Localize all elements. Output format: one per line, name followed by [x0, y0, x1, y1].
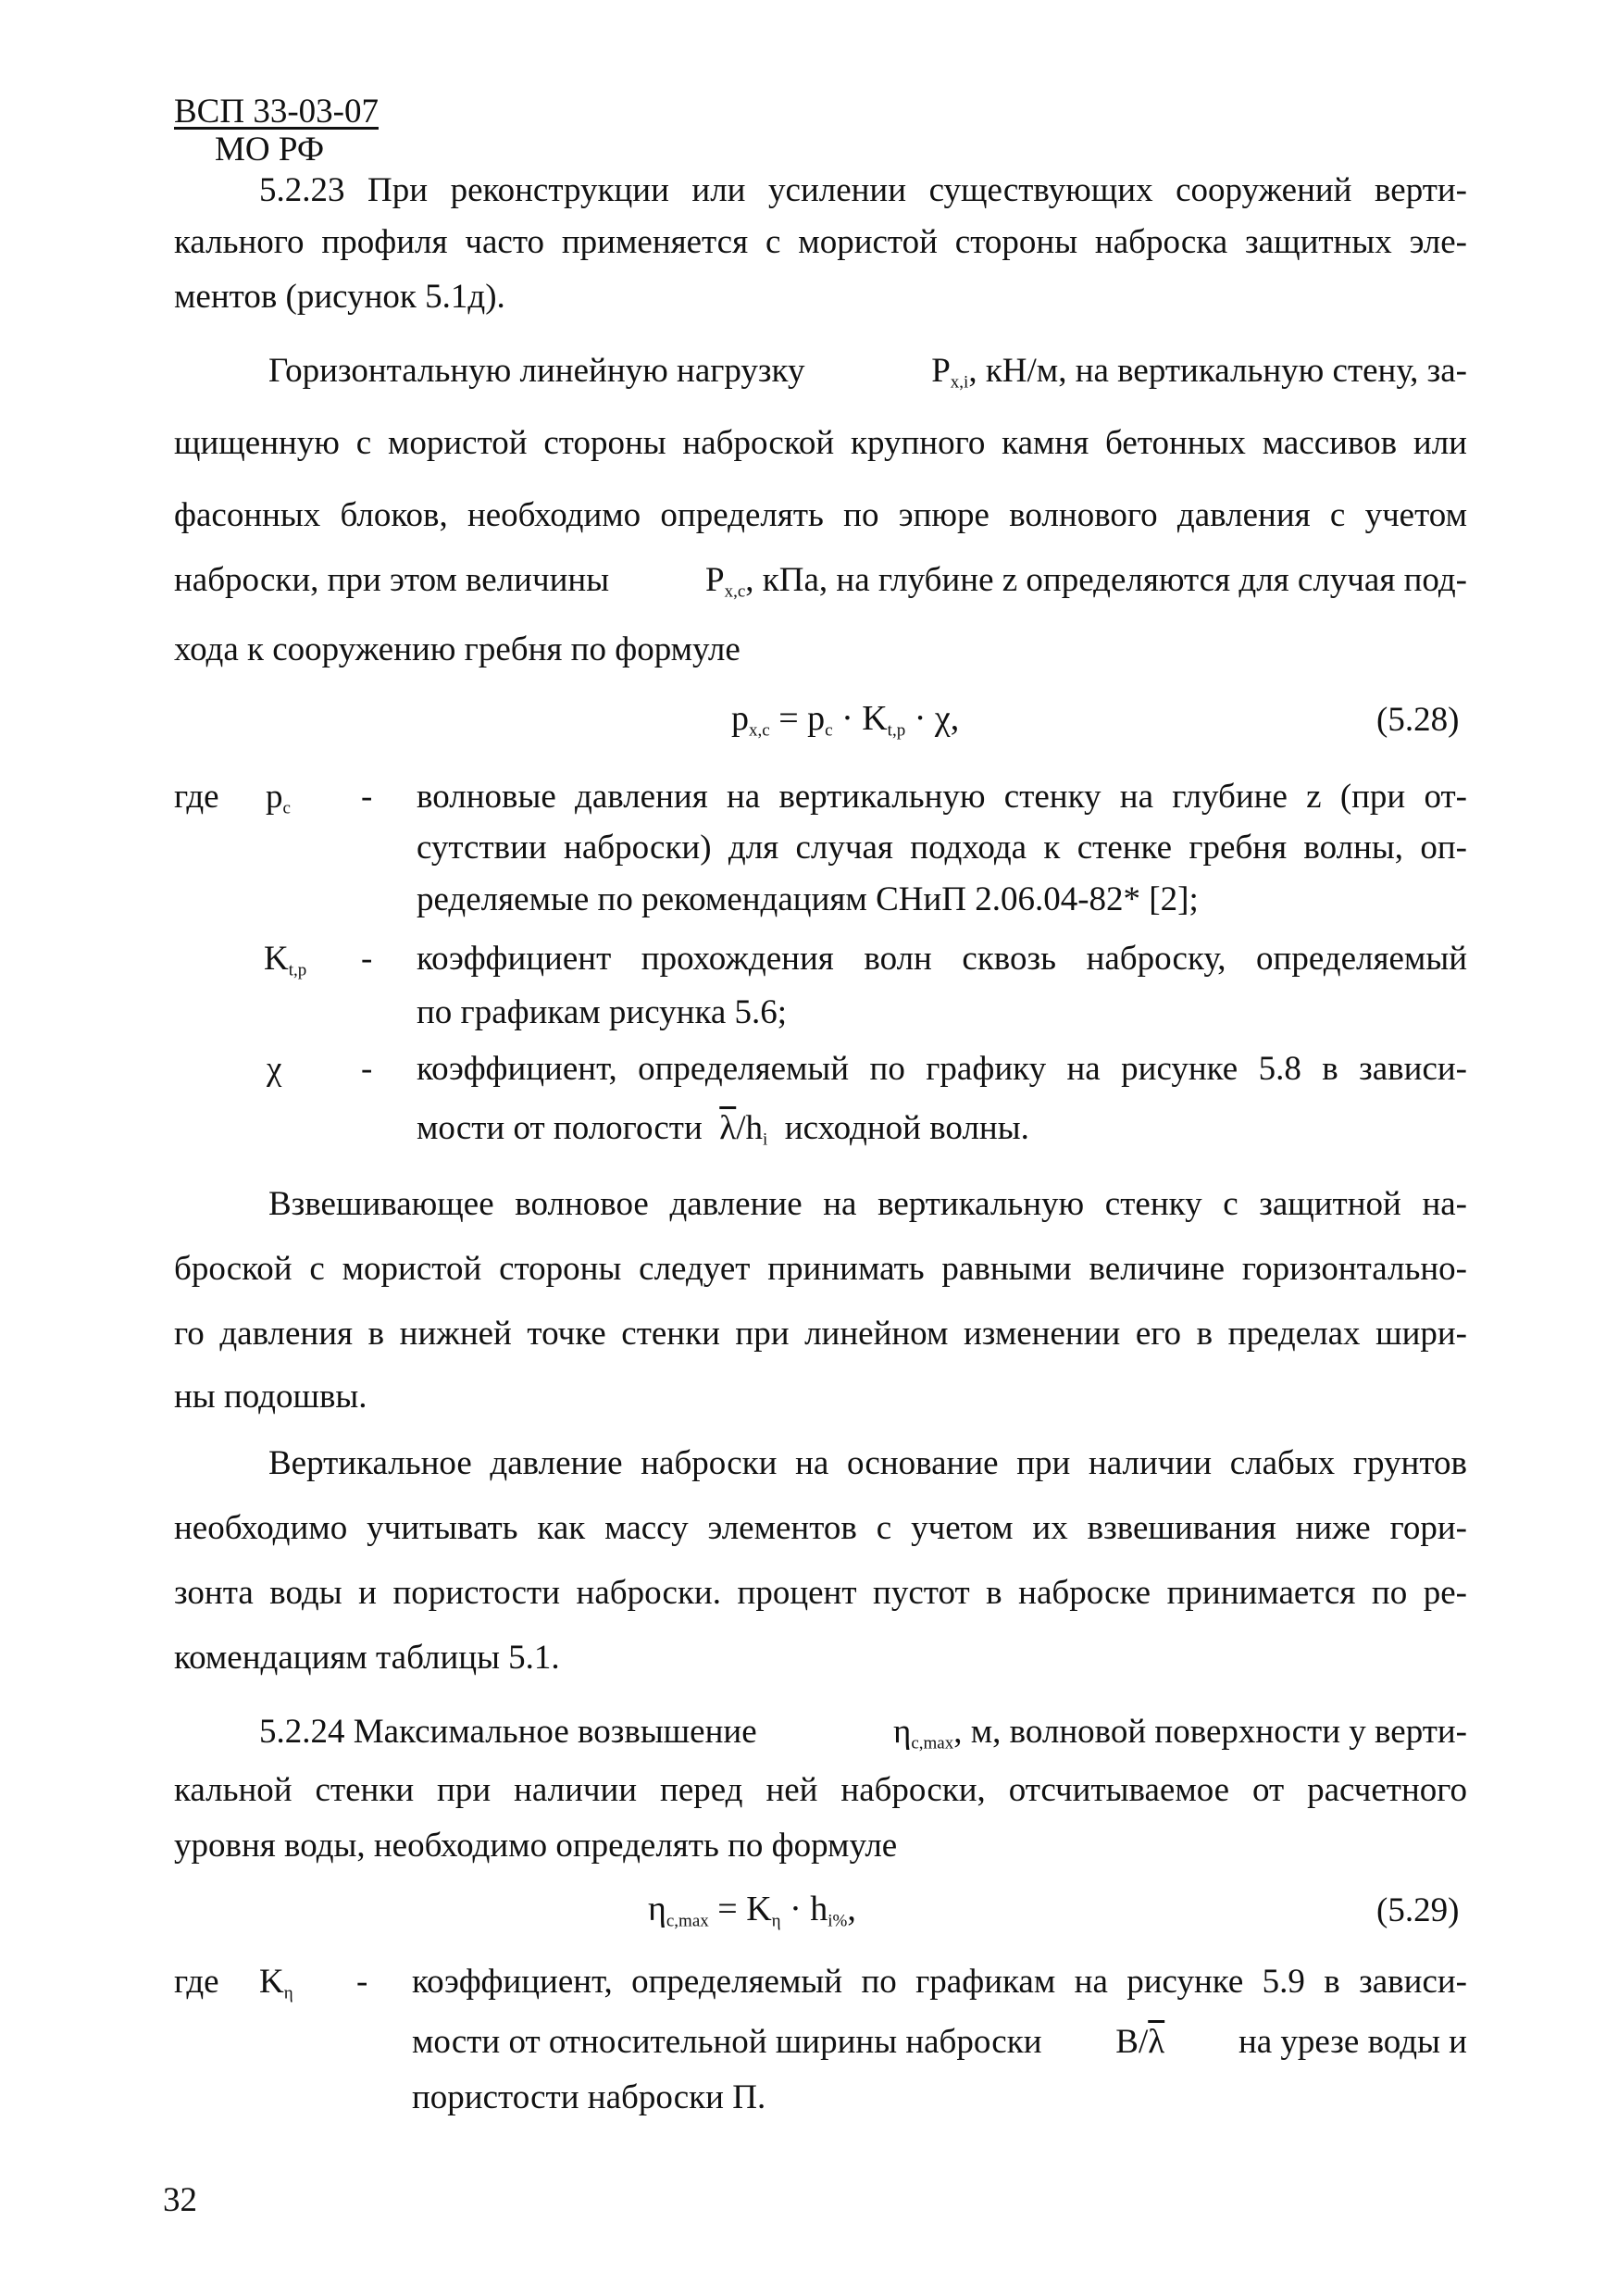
p2-line3: фасонных блоков, необходимо определять по эпюре волнового давления с учетом [174, 496, 1467, 534]
p1-line2: кального профиля часто применяется с мористой стороны наброска защитных эле- [174, 223, 1467, 261]
organization: МО РФ [215, 131, 325, 168]
def-dash-3: - [361, 1050, 373, 1088]
def-dash-4: - [356, 1963, 368, 2001]
def-chi-line2: мости от пологости $\overline{\lambda}/h_i$ исходной волны. [417, 1109, 1029, 1150]
s5224-line3: уровня воды, необходимо определять по формуле [174, 1827, 898, 1865]
formula-5-29: $\eta_{c,max} = K_\eta \cdot h_{i\%}$, [648, 1890, 856, 1931]
p2-line4 [174, 561, 1467, 602]
s5224-line2: кальной стенки при наличии перед ней наброски, отсчитываемое от расчетного [174, 1771, 1467, 1809]
def-keta-line3: пористости наброски П. [412, 2078, 766, 2116]
p2-line4-a: наброски, при этом величины [174, 561, 610, 599]
p3-line1: Взвешивающее волновое давление на вертикальную стенку с защитной на- [268, 1185, 1467, 1223]
document-code: ВСП 33-03-07 [174, 93, 379, 131]
p4-line3: зонта воды и пористости наброски. процент пустот в наброске принимается по ре- [174, 1574, 1467, 1612]
p2-line1 [268, 352, 1467, 393]
p2-line4-b: $P_{x,c}$, кПа, на глубине z определяются для случая под- [705, 561, 1467, 602]
s5224-line1 [259, 1713, 1467, 1753]
p3-line3: го давления в нижней точке стенки при линейном изменении его в пределах шири- [174, 1315, 1467, 1353]
b-lambda-ratio: $B/\overline{\lambda}$ [1115, 2023, 1165, 2061]
where-label-2: где [174, 1963, 219, 2001]
def-pc-line3: ределяемые по рекомендациям СНиП 2.06.04-82* [2]; [417, 880, 1199, 918]
formula-5-28-number: (5.28) [1376, 701, 1460, 739]
p1-line1: 5.2.23 При реконструкции или усилении существующих сооружений верти- [259, 171, 1467, 209]
def-k-symbol: $K_{t,p}$ [264, 940, 307, 980]
p2-line5: хода к сооружению гребня по формуле [174, 630, 741, 668]
s5224-line1-b: $\eta_{c,max}$, м, волновой поверхности у верти- [892, 1713, 1467, 1753]
formula-5-28: $p_{x,c} = p_c \cdot K_{t,p} \cdot \chi$, [731, 699, 960, 741]
s5224-line1-a: 5.2.24 Максимальное возвышение [259, 1713, 757, 1751]
p4-line1: Вертикальное давление наброски на основание при наличии слабых грунтов [268, 1444, 1467, 1482]
lambda-bar: $\overline{\lambda}$ [719, 1109, 737, 1147]
def-chi-line1: коэффициент, определяемый по графику на рисунке 5.8 в зависи- [417, 1050, 1467, 1088]
p2-line2: щищенную с мористой стороны наброской крупного камня бетонных массивов или [174, 424, 1467, 462]
p3-line2: броской с мористой стороны следует принимать равными величине горизонтально- [174, 1250, 1467, 1288]
def-dash-1: - [361, 778, 373, 816]
def-k-line2: по графикам рисунка 5.6; [417, 993, 788, 1031]
def-pc-symbol: $p_c$ [266, 778, 291, 818]
p3-line4: ны подошвы. [174, 1378, 367, 1416]
def-keta-line1: коэффициент, определяемый по графикам на рисунке 5.9 в зависи- [412, 1963, 1467, 2001]
def-pc-line1: волновые давления на вертикальную стенку на глубине z (при от- [417, 778, 1467, 816]
def-keta-symbol: $K_\eta$ [259, 1963, 293, 2003]
formula-5-29-number: (5.29) [1376, 1891, 1460, 1929]
def-chi-symbol: χ [267, 1050, 282, 1088]
page-number: 32 [163, 2181, 197, 2219]
def-k-line1: коэффициент прохождения волн сквозь наброску, определяемый [417, 940, 1467, 978]
p4-line4: комендациям таблицы 5.1. [174, 1639, 560, 1677]
where-label-1: где [174, 778, 219, 816]
p2-line1-formula: $P_{x,i}$, кН/м, на вертикальную стену, за- [931, 352, 1467, 393]
p1-line3: ментов (рисунок 5.1д). [174, 278, 505, 316]
def-keta-line2: мости от относительной ширины наброски $B/\overline{\lambda}$ на урезе воды и [412, 2023, 1467, 2061]
p4-line2: необходимо учитывать как массу элементов с учетом их взвешивания ниже гори- [174, 1509, 1467, 1547]
def-dash-2: - [361, 940, 373, 978]
p2-line1-a: Горизонтальную линейную нагрузку [268, 352, 805, 390]
def-pc-line2: сутствии наброски) для случая подхода к стенке гребня волны, оп- [417, 829, 1467, 867]
